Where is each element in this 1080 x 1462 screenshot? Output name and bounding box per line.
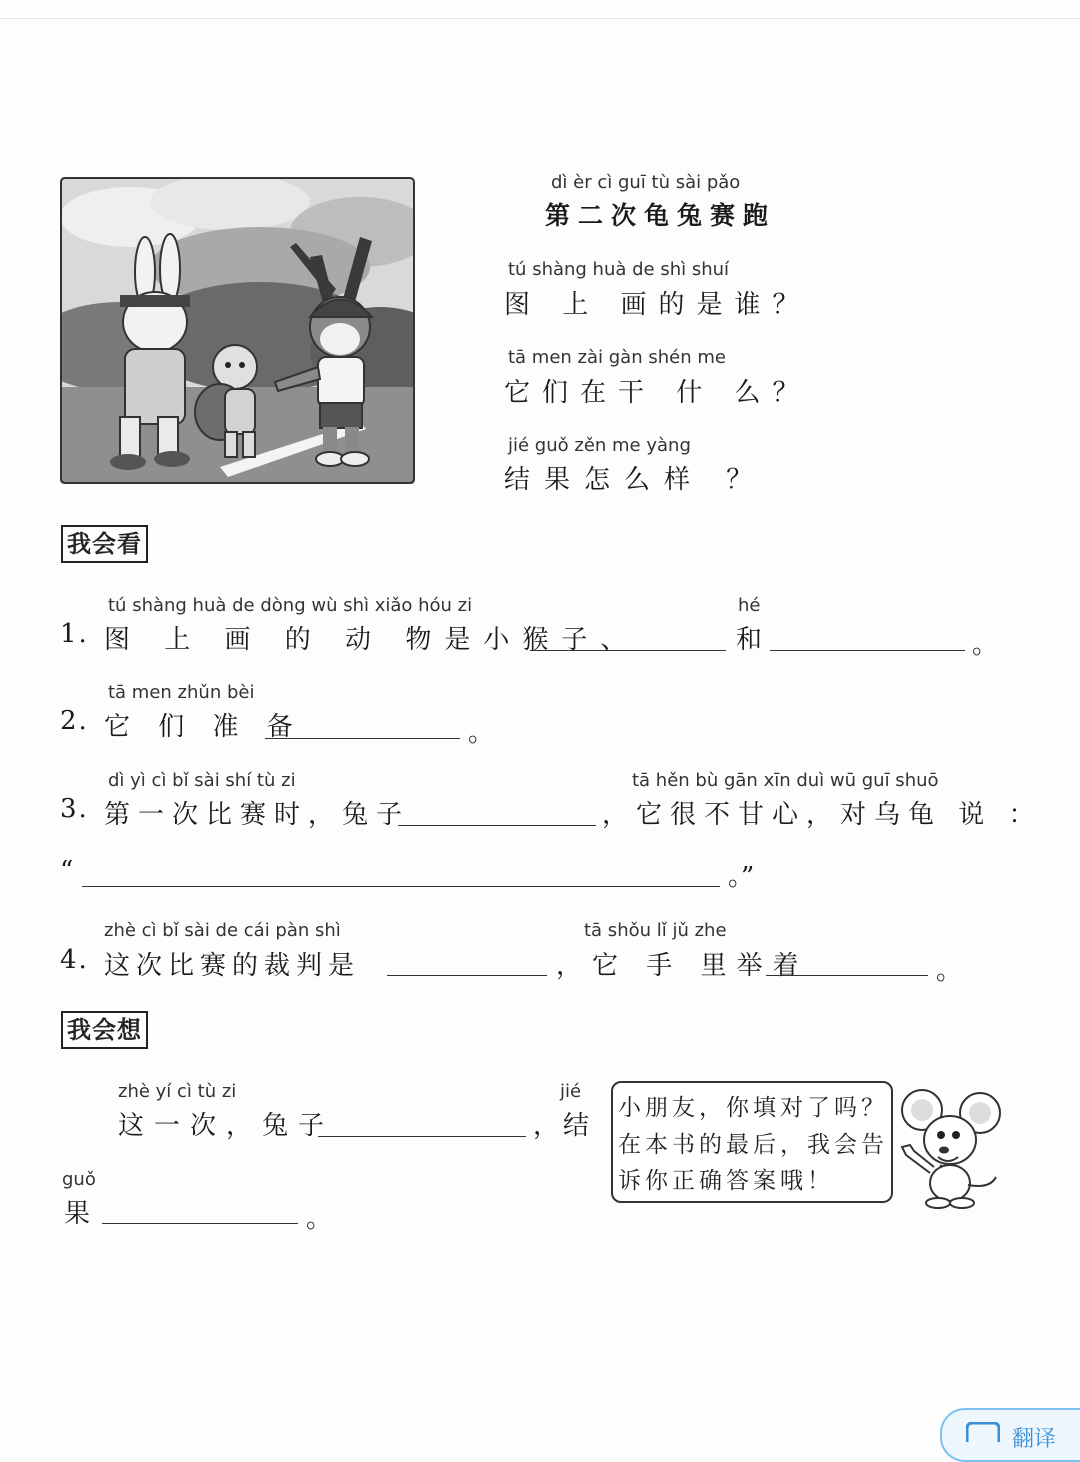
mouse-mascot-icon (892, 1085, 1004, 1210)
bubble-line-2: 在本书的最后，我会告 (618, 1132, 888, 1158)
top-divider (0, 18, 1080, 19)
item-3-pinyin-b: tā hěn bù gān xīn duì wū guī shuō (632, 770, 939, 791)
think-pinyin-guo: guǒ (62, 1169, 96, 1190)
item-1-text: 图 上 画 的 动 物是小猴子、 (104, 625, 640, 655)
bubble-line-1: 小朋友，你填对了吗？ (618, 1095, 888, 1121)
race-illustration (60, 177, 415, 484)
question-2: 它们在干 什 么？ (504, 378, 811, 408)
think-text-jie: ，结 (533, 1111, 594, 1141)
item-1-blank-1[interactable] (530, 650, 726, 651)
question-3: 结果怎么样 ？ (504, 465, 767, 495)
item-4-text: 这次比赛的裁判是 (104, 951, 361, 981)
item-4-text-b: ，它 手 里举着 (556, 951, 809, 981)
question-3-pinyin: jié guǒ zěn me yàng (508, 435, 691, 456)
item-1-blank-2[interactable] (770, 650, 965, 651)
think-pinyin: zhè yí cì tù zi (118, 1081, 237, 1102)
bubble-line-3: 诉你正确答案哦！ (618, 1168, 834, 1194)
section-tag-look: 我会看 (61, 525, 148, 563)
section-tag-think: 我会想 (61, 1011, 148, 1049)
item-3-text: 第一次比赛时，兔子 (104, 800, 411, 830)
item-1-pinyin-he: hé (738, 595, 761, 616)
item-3-blank-2[interactable] (82, 886, 720, 887)
item-1-pinyin: tú shàng huà de dòng wù shì xiǎo hóu zi (108, 595, 473, 616)
page-title: 第二次龟兔赛跑 (545, 201, 777, 230)
item-3-end: 。” (728, 862, 755, 892)
think-blank-1[interactable] (318, 1136, 526, 1137)
item-4-pinyin-b: tā shǒu lǐ jǔ zhe (584, 920, 727, 941)
think-text-guo: 果 (64, 1199, 91, 1229)
item-1-text-he: 和 (736, 625, 763, 655)
item-1-number: 1. (60, 619, 89, 649)
item-2-number: 2. (60, 706, 89, 736)
item-2-text: 它 们 准 备 (104, 712, 303, 742)
think-end: 。 (306, 1204, 333, 1234)
think-text: 这一次，兔子 (118, 1111, 335, 1141)
illustration-svg (60, 177, 415, 484)
item-4-blank-2[interactable] (766, 975, 928, 976)
item-3-number: 3. (60, 794, 89, 824)
item-3-blank-1[interactable] (398, 825, 596, 826)
item-2-end: 。 (468, 718, 495, 748)
item-3-text-b: ，它很不甘心，对乌龟 说 ： (602, 800, 1043, 830)
think-blank-2[interactable] (102, 1223, 298, 1224)
item-1-end: 。 (972, 630, 999, 660)
question-1: 图 上 画的是谁？ (504, 290, 811, 320)
item-3-open-quote: “ (60, 856, 74, 886)
item-2-pinyin: tā men zhǔn bèi (108, 682, 255, 703)
question-1-pinyin: tú shàng huà de shì shuí (508, 259, 730, 280)
translate-label: 翻译 (1012, 1427, 1057, 1452)
think-pinyin-jie: jié (560, 1081, 582, 1102)
item-4-pinyin: zhè cì bǐ sài de cái pàn shì (104, 920, 341, 941)
title-pinyin: dì èr cì guī tù sài pǎo (551, 172, 741, 193)
item-4-blank-1[interactable] (387, 975, 547, 976)
item-4-number: 4. (60, 945, 89, 975)
translate-icon (966, 1422, 1000, 1442)
translate-button[interactable] (940, 1408, 1080, 1462)
item-4-end: 。 (936, 956, 963, 986)
item-2-blank[interactable] (265, 738, 460, 739)
question-2-pinyin: tā men zài gàn shén me (508, 347, 726, 368)
item-3-pinyin: dì yì cì bǐ sài shí tù zi (108, 770, 296, 791)
